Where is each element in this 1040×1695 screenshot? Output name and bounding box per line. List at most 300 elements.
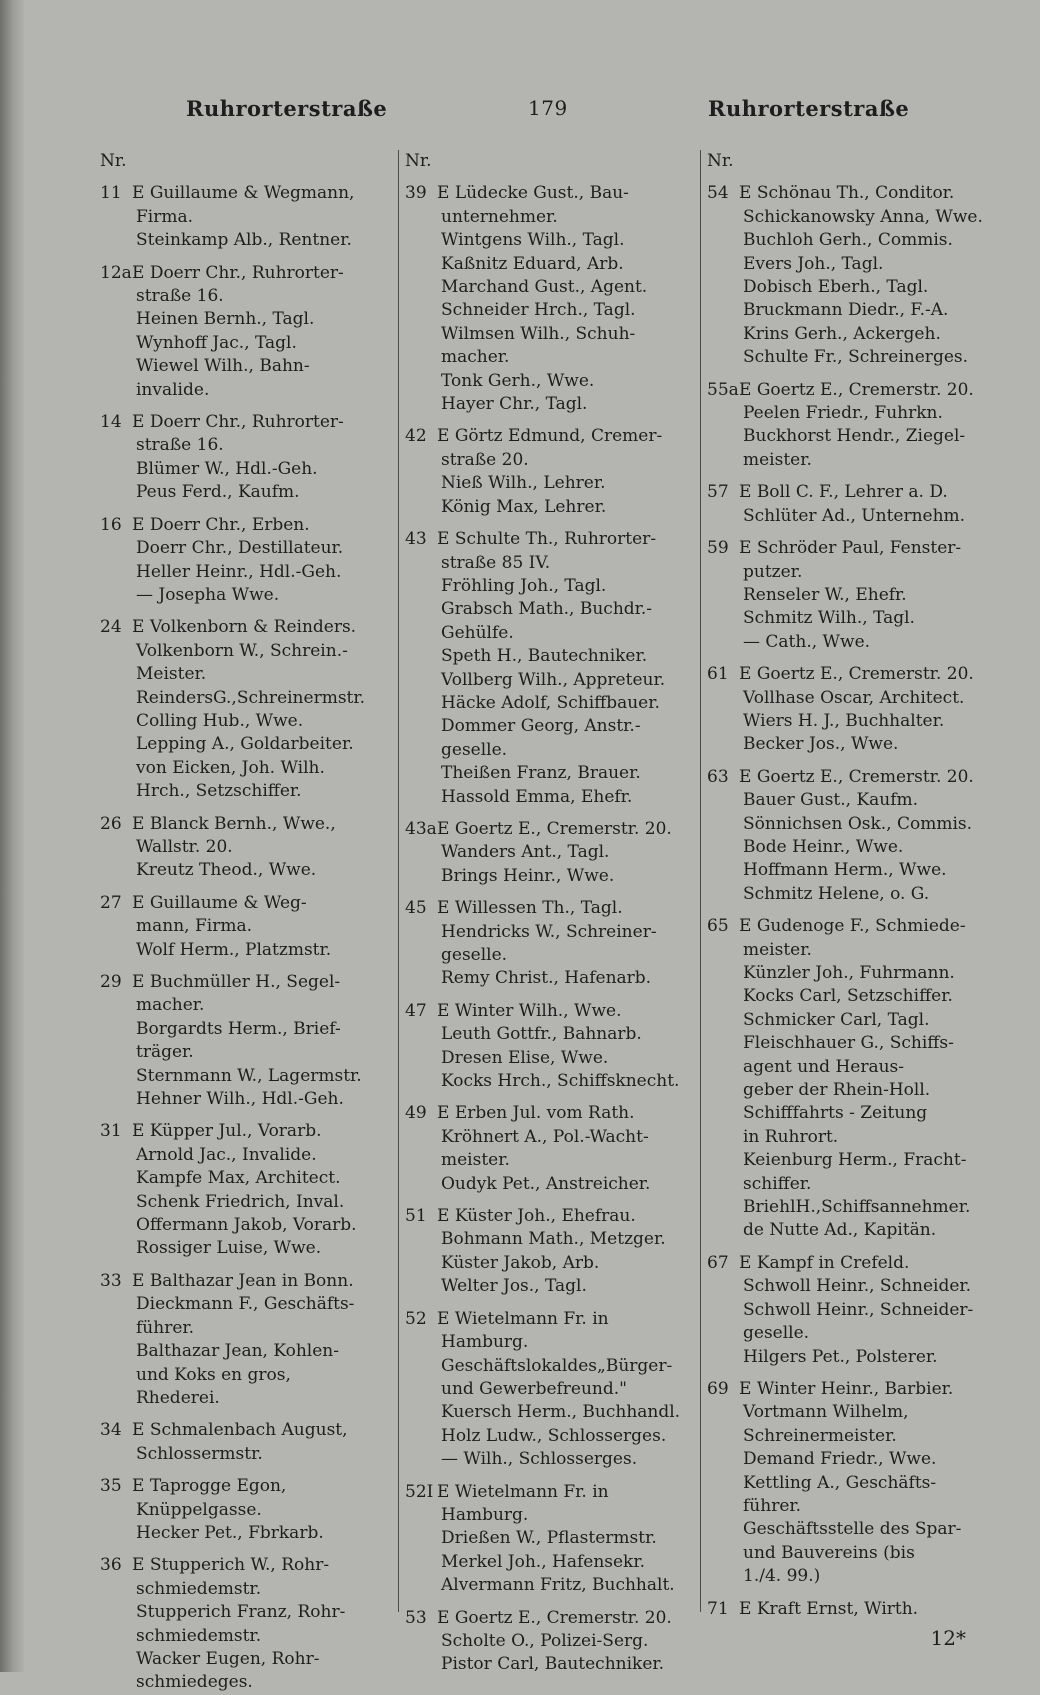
entry-text: Tonk Gerh., Wwe. bbox=[441, 370, 595, 391]
resident-entry bbox=[100, 733, 392, 756]
entry-text: Rossiger Luise, Wwe. bbox=[136, 1238, 322, 1259]
entry-text: meister. bbox=[441, 1150, 510, 1171]
house-number-entry bbox=[405, 1481, 697, 1504]
resident-entry bbox=[707, 1149, 999, 1172]
resident-entry bbox=[405, 299, 697, 322]
entry-text: geber der Rhein-Holl. bbox=[743, 1080, 931, 1101]
resident-entry bbox=[707, 631, 999, 654]
entry-text: Keienburg Herm., Fracht- bbox=[743, 1150, 967, 1171]
resident-entry bbox=[707, 584, 999, 607]
resident-entry bbox=[707, 425, 999, 448]
entry-text: E Doerr Chr., Erben. bbox=[132, 514, 310, 535]
entry-text: Renseler W., Ehefr. bbox=[743, 584, 907, 605]
entry-text: Marchand Gust., Agent. bbox=[441, 277, 648, 298]
entry-text: E Guillaume & Wegmann, bbox=[132, 183, 355, 204]
entry-text: Geschäftslokaldes„Bürger- bbox=[441, 1355, 673, 1376]
entry-text: E Willessen Th., Tagl. bbox=[437, 898, 623, 919]
resident-entry bbox=[707, 323, 999, 346]
entry-text: Demand Friedr., Wwe. bbox=[743, 1449, 937, 1470]
entry-text: E Schröder Paul, Fenster- bbox=[739, 538, 962, 559]
resident-entry bbox=[405, 865, 697, 888]
resident-entry bbox=[100, 332, 392, 355]
house-number: 26 bbox=[100, 813, 122, 834]
directory-column-3 bbox=[707, 150, 999, 1621]
resident-entry bbox=[707, 346, 999, 369]
entry-continuation bbox=[405, 1378, 697, 1401]
entry-text: Kampfe Max, Architect. bbox=[136, 1168, 341, 1189]
entry-text: Steinkamp Alb., Rentner. bbox=[136, 230, 352, 251]
entry-text: Bohmann Math., Metzger. bbox=[441, 1229, 666, 1250]
running-head-left: Ruhrorterstraße bbox=[186, 96, 388, 121]
entry-text: putzer. bbox=[743, 561, 803, 582]
resident-entry bbox=[707, 505, 999, 528]
entry-text: und Koks en gros, bbox=[136, 1364, 291, 1385]
entry-text: — Josepha Wwe. bbox=[136, 584, 280, 605]
entry-text: Blümer W., Hdl.-Geh. bbox=[136, 458, 318, 479]
entry-text: von Eicken, Joh. Wilh. bbox=[136, 757, 325, 778]
resident-entry bbox=[707, 687, 999, 710]
resident-entry bbox=[707, 883, 999, 906]
house-number-entry bbox=[405, 182, 697, 205]
entry-text: Schwoll Heinr., Schneider. bbox=[743, 1276, 972, 1297]
entry-text: Sönnichsen Osk., Commis. bbox=[743, 813, 973, 834]
house-number: 42 bbox=[405, 426, 427, 447]
directory-column-1 bbox=[100, 150, 392, 1695]
entry-text: König Max, Lehrer. bbox=[441, 496, 607, 517]
resident-entry bbox=[405, 715, 697, 738]
entry-continuation bbox=[100, 1671, 392, 1694]
entry-text: Meister. bbox=[136, 664, 207, 685]
resident-entry bbox=[405, 1252, 697, 1275]
entry-text: mann, Firma. bbox=[136, 916, 252, 937]
house-number: 54 bbox=[707, 183, 729, 204]
entry-text: ReindersG.,Schreinermstr. bbox=[136, 687, 366, 708]
house-number: 47 bbox=[405, 1000, 427, 1021]
entry-continuation bbox=[100, 915, 392, 938]
resident-entry bbox=[100, 1167, 392, 1190]
entry-text: Bruckmann Diedr., F.-A. bbox=[743, 300, 949, 321]
resident-entry bbox=[707, 1518, 999, 1541]
entry-text: agent und Heraus- bbox=[743, 1056, 905, 1077]
entry-continuation bbox=[405, 622, 697, 645]
entry-continuation bbox=[405, 944, 697, 967]
resident-entry bbox=[707, 985, 999, 1008]
entry-text: Volkenborn W., Schrein.- bbox=[136, 640, 348, 661]
entry-text: E Doerr Chr., Ruhrorter- bbox=[132, 262, 344, 283]
entry-text: Stupperich Franz, Rohr- bbox=[136, 1602, 346, 1623]
entry-text: Oudyk Pet., Anstreicher. bbox=[441, 1173, 651, 1194]
resident-entry bbox=[707, 1219, 999, 1242]
resident-entry bbox=[405, 1630, 697, 1653]
entry-continuation bbox=[100, 1364, 392, 1387]
resident-entry bbox=[707, 402, 999, 425]
entry-text: Wiers H. J., Buchhalter. bbox=[743, 710, 945, 731]
entry-text: Becker Jos., Wwe. bbox=[743, 734, 899, 755]
entry-text: E Taprogge Egon, bbox=[132, 1476, 287, 1497]
entry-text: Pistor Carl, Bautechniker. bbox=[441, 1654, 665, 1675]
resident-entry bbox=[707, 859, 999, 882]
house-number: 27 bbox=[100, 892, 122, 913]
entry-text: Dommer Georg, Anstr.- bbox=[441, 716, 641, 737]
resident-entry bbox=[405, 1173, 697, 1196]
house-number-entry bbox=[405, 818, 697, 841]
resident-entry bbox=[100, 584, 392, 607]
entry-text: Schifffahrts - Zeitung bbox=[743, 1103, 928, 1124]
entry-text: Hamburg. bbox=[441, 1332, 529, 1353]
house-number: 24 bbox=[100, 617, 122, 638]
entry-continuation bbox=[707, 1056, 999, 1079]
resident-entry bbox=[405, 786, 697, 809]
resident-entry bbox=[405, 370, 697, 393]
entry-text: geselle. bbox=[743, 1323, 810, 1344]
entry-text: Geschäftsstelle des Spar- bbox=[743, 1519, 962, 1540]
house-number-entry bbox=[707, 1252, 999, 1275]
entry-text: Firma. bbox=[136, 206, 194, 227]
resident-entry bbox=[405, 1355, 697, 1378]
resident-entry bbox=[100, 1088, 392, 1111]
entry-continuation bbox=[707, 1079, 999, 1102]
entry-text: Wiewel Wilh., Bahn- bbox=[136, 356, 310, 377]
entry-text: Grabsch Math., Buchdr.- bbox=[441, 599, 653, 620]
resident-entry bbox=[405, 1228, 697, 1251]
entry-text: Wilmsen Wilh., Schuh- bbox=[441, 323, 636, 344]
house-number-entry bbox=[405, 528, 697, 551]
house-number-entry bbox=[405, 1102, 697, 1125]
entry-text: E Boll C. F., Lehrer a. D. bbox=[739, 482, 948, 503]
entry-text: Heinen Bernh., Tagl. bbox=[136, 309, 315, 330]
entry-text: E Erben Jul. vom Rath. bbox=[437, 1103, 635, 1124]
entry-continuation bbox=[100, 1041, 392, 1064]
resident-entry bbox=[405, 1401, 697, 1424]
resident-entry bbox=[405, 1574, 697, 1597]
entry-text: E Lüdecke Gust., Bau- bbox=[437, 183, 629, 204]
resident-entry bbox=[707, 1472, 999, 1495]
house-number: 29 bbox=[100, 972, 122, 992]
resident-entry bbox=[100, 1214, 392, 1237]
entry-text: Bode Heinr., Wwe. bbox=[743, 836, 904, 857]
house-number-entry bbox=[405, 1000, 697, 1023]
entry-text: E Wietelmann Fr. in bbox=[437, 1308, 609, 1329]
house-number: 59 bbox=[707, 538, 729, 559]
entry-text: de Nutte Ad., Kapitän. bbox=[743, 1220, 937, 1241]
entry-text: und Gewerbefreund." bbox=[441, 1378, 627, 1399]
house-number-entry bbox=[100, 182, 392, 205]
entry-text: E Volkenborn & Reinders. bbox=[132, 617, 357, 638]
entry-continuation bbox=[100, 1578, 392, 1601]
house-number: 34 bbox=[100, 1420, 122, 1441]
entry-text: Theißen Franz, Brauer. bbox=[441, 763, 641, 784]
entry-text: Schneider Hrch., Tagl. bbox=[441, 300, 636, 321]
entry-text: Drießen W., Pflastermstr. bbox=[441, 1528, 657, 1549]
entry-text: Knüppelgasse. bbox=[136, 1499, 262, 1520]
resident-entry bbox=[405, 1047, 697, 1070]
resident-entry bbox=[707, 789, 999, 812]
entry-text: Wolf Herm., Platzmstr. bbox=[136, 939, 332, 960]
entry-text: schmiedeges. bbox=[136, 1672, 253, 1693]
entry-text: Wallstr. 20. bbox=[136, 836, 233, 857]
nr-label: Nr. bbox=[100, 151, 127, 171]
house-number: 31 bbox=[100, 1121, 122, 1142]
entry-text: Hayer Chr., Tagl. bbox=[441, 394, 588, 415]
entry-text: Schmitz Helene, o. G. bbox=[743, 883, 930, 904]
entry-continuation bbox=[405, 1331, 697, 1354]
running-head-right: Ruhrorterstraße bbox=[708, 96, 910, 121]
house-number-entry bbox=[100, 813, 392, 836]
house-number: 14 bbox=[100, 412, 122, 433]
entry-text: E Wietelmann Fr. in bbox=[437, 1481, 609, 1502]
entry-text: E Görtz Edmund, Cremer- bbox=[437, 426, 663, 447]
entry-continuation bbox=[100, 1317, 392, 1340]
entry-text: Hamburg. bbox=[441, 1504, 529, 1525]
entry-text: Heller Heinr., Hdl.-Geh. bbox=[136, 561, 342, 582]
entry-text: Borgardts Herm., Brief- bbox=[136, 1018, 341, 1039]
house-number: 63 bbox=[707, 766, 729, 787]
entry-continuation bbox=[405, 206, 697, 229]
entry-text: schmiedemstr. bbox=[136, 1625, 262, 1646]
entry-text: Dieckmann F., Geschäfts- bbox=[136, 1294, 355, 1315]
nr-label: Nr. bbox=[707, 151, 734, 171]
entry-text: Hassold Emma, Ehefr. bbox=[441, 786, 633, 807]
resident-entry bbox=[100, 537, 392, 560]
house-number-entry bbox=[707, 915, 999, 938]
resident-entry bbox=[100, 710, 392, 733]
house-number-entry bbox=[707, 182, 999, 205]
entry-continuation bbox=[405, 1149, 697, 1172]
entry-text: Fleischhauer G., Schiffs- bbox=[743, 1033, 954, 1054]
resident-entry bbox=[707, 1009, 999, 1032]
resident-entry bbox=[707, 607, 999, 630]
house-number: 11 bbox=[100, 183, 122, 204]
resident-entry bbox=[100, 1293, 392, 1316]
entry-text: Künzler Joh., Fuhrmann. bbox=[743, 963, 955, 983]
resident-entry bbox=[405, 496, 697, 519]
house-number-entry bbox=[707, 663, 999, 686]
entry-text: Vortmann Wilhelm, bbox=[743, 1402, 909, 1423]
entry-continuation bbox=[100, 1443, 392, 1466]
entry-text: BriehlH.,Schiffsannehmer. bbox=[743, 1197, 971, 1218]
house-number: 35 bbox=[100, 1476, 122, 1497]
resident-entry bbox=[100, 1065, 392, 1088]
entry-text: E Winter Wilh., Wwe. bbox=[437, 1000, 622, 1021]
entry-text: E Goertz E., Cremerstr. 20. bbox=[739, 766, 974, 787]
entry-text: Hilgers Pet., Polsterer. bbox=[743, 1346, 938, 1367]
house-number: 52 bbox=[405, 1308, 427, 1329]
house-number-entry bbox=[707, 537, 999, 560]
entry-continuation bbox=[707, 1102, 999, 1125]
printer-signature: 12* bbox=[930, 1626, 966, 1650]
house-number: 49 bbox=[405, 1103, 427, 1124]
house-number-entry bbox=[100, 1475, 392, 1498]
entry-continuation bbox=[100, 1499, 392, 1522]
resident-entry bbox=[405, 645, 697, 668]
resident-entry bbox=[707, 1275, 999, 1298]
entry-text: Bauer Gust., Kaufm. bbox=[743, 790, 919, 811]
house-number: 53 bbox=[405, 1607, 427, 1628]
entry-text: E Buchmüller H., Segel- bbox=[132, 972, 341, 992]
entry-continuation bbox=[405, 1504, 697, 1527]
entry-text: Rhederei. bbox=[136, 1387, 220, 1408]
entry-text: Remy Christ., Hafenarb. bbox=[441, 968, 652, 989]
entry-continuation bbox=[707, 1542, 999, 1565]
entry-text: straße 85 IV. bbox=[441, 552, 551, 573]
entry-continuation bbox=[707, 1322, 999, 1345]
resident-entry bbox=[405, 967, 697, 990]
entry-text: führer. bbox=[743, 1495, 802, 1516]
entry-text: Kreutz Theod., Wwe. bbox=[136, 860, 317, 881]
entry-text: Kocks Carl, Setzschiffer. bbox=[743, 986, 953, 1007]
entry-text: Arnold Jac., Invalide. bbox=[136, 1144, 317, 1165]
resident-entry bbox=[405, 1551, 697, 1574]
resident-entry bbox=[100, 757, 392, 780]
column-rule bbox=[398, 150, 399, 1612]
directory-column-2 bbox=[405, 150, 697, 1677]
entry-continuation bbox=[405, 449, 697, 472]
entry-continuation bbox=[707, 939, 999, 962]
entry-text: meister. bbox=[743, 449, 812, 470]
house-number-entry bbox=[707, 379, 999, 402]
resident-entry bbox=[707, 813, 999, 836]
entry-text: 1./4. 99.) bbox=[743, 1566, 821, 1587]
resident-entry bbox=[405, 1275, 697, 1298]
house-number-entry bbox=[100, 262, 392, 285]
entry-text: Wynhoff Jac., Tagl. bbox=[136, 332, 297, 353]
resident-entry bbox=[100, 640, 392, 663]
entry-text: Merkel Joh., Hafensekr. bbox=[441, 1551, 646, 1572]
resident-entry bbox=[707, 1448, 999, 1471]
resident-entry bbox=[405, 1653, 697, 1676]
entry-text: Speth H., Bautechniker. bbox=[441, 646, 648, 667]
entry-text: Doerr Chr., Destillateur. bbox=[136, 538, 344, 559]
entry-text: geselle. bbox=[441, 945, 508, 965]
house-number: 43a bbox=[405, 818, 437, 839]
book-binding-edge bbox=[0, 0, 24, 1672]
house-number-entry bbox=[707, 481, 999, 504]
entry-text: meister. bbox=[743, 939, 812, 960]
entry-text: E Schulte Th., Ruhrorter- bbox=[437, 529, 657, 550]
entry-text: Häcke Adolf, Schiffbauer. bbox=[441, 692, 660, 713]
entry-text: straße 16. bbox=[136, 435, 224, 456]
resident-entry bbox=[100, 1648, 392, 1671]
entry-text: invalide. bbox=[136, 379, 210, 400]
house-number: 43 bbox=[405, 529, 427, 550]
entry-text: Kaßnitz Eduard, Arb. bbox=[441, 253, 624, 274]
entry-text: Schulte Fr., Schreinerges. bbox=[743, 347, 969, 368]
house-number-entry bbox=[405, 1308, 697, 1331]
resident-entry bbox=[707, 733, 999, 756]
entry-text: Evers Joh., Tagl. bbox=[743, 253, 884, 274]
entry-text: Wanders Ant., Tagl. bbox=[441, 842, 610, 863]
entry-text: Vollberg Wilh., Appreteur. bbox=[441, 669, 666, 690]
entry-text: macher. bbox=[136, 995, 205, 1016]
resident-entry bbox=[707, 253, 999, 276]
resident-entry bbox=[100, 308, 392, 331]
entry-text: Küster Jakob, Arb. bbox=[441, 1252, 600, 1273]
entry-text: Kettling A., Geschäfts- bbox=[743, 1472, 937, 1493]
entry-text: E Balthazar Jean in Bonn. bbox=[132, 1270, 354, 1291]
house-number-entry bbox=[100, 1419, 392, 1442]
house-number-entry bbox=[707, 1598, 999, 1621]
house-number: 57 bbox=[707, 482, 729, 503]
entry-text: E Schmalenbach August, bbox=[132, 1420, 348, 1441]
entry-text: Schickanowsky Anna, Wwe. bbox=[743, 206, 983, 227]
house-number-entry bbox=[100, 411, 392, 434]
resident-entry bbox=[707, 276, 999, 299]
resident-entry bbox=[707, 229, 999, 252]
house-number-entry bbox=[100, 616, 392, 639]
entry-text: Schlossermstr. bbox=[136, 1443, 263, 1464]
resident-entry bbox=[405, 692, 697, 715]
resident-entry bbox=[405, 276, 697, 299]
house-number-entry bbox=[405, 897, 697, 920]
house-number: 61 bbox=[707, 664, 729, 685]
resident-entry bbox=[405, 1070, 697, 1093]
house-number: 67 bbox=[707, 1252, 729, 1273]
resident-entry bbox=[100, 355, 392, 378]
resident-entry bbox=[405, 762, 697, 785]
entry-text: Buchloh Gerh., Commis. bbox=[743, 230, 953, 251]
entry-text: Krins Gerh., Ackergeh. bbox=[743, 323, 941, 344]
entry-text: E Küster Joh., Ehefrau. bbox=[437, 1206, 636, 1227]
entry-text: Kröhnert A., Pol.-Wacht- bbox=[441, 1126, 649, 1147]
entry-text: Schreinermeister. bbox=[743, 1425, 897, 1446]
entry-text: Scholte O., Polizei-Serg. bbox=[441, 1630, 649, 1651]
entry-continuation bbox=[707, 1173, 999, 1196]
entry-text: macher. bbox=[441, 347, 510, 368]
entry-text: E Kraft Ernst, Wirth. bbox=[739, 1598, 919, 1619]
resident-entry bbox=[707, 1299, 999, 1322]
house-number-entry bbox=[405, 425, 697, 448]
house-number-entry bbox=[405, 1205, 697, 1228]
entry-text: E Küpper Jul., Vorarb. bbox=[132, 1121, 322, 1142]
house-number-entry bbox=[707, 1378, 999, 1401]
entry-text: Schmicker Carl, Tagl. bbox=[743, 1009, 930, 1030]
house-number-entry bbox=[100, 1120, 392, 1143]
entry-continuation bbox=[707, 1495, 999, 1518]
entry-text: schmiedemstr. bbox=[136, 1578, 262, 1599]
entry-text: Dresen Elise, Wwe. bbox=[441, 1047, 609, 1068]
entry-text: Peelen Friedr., Fuhrkn. bbox=[743, 403, 943, 424]
resident-entry bbox=[707, 1346, 999, 1369]
entry-text: Schwoll Heinr., Schneider- bbox=[743, 1299, 974, 1320]
entry-text: Sternmann W., Lagermstr. bbox=[136, 1065, 362, 1086]
entry-text: in Ruhrort. bbox=[743, 1126, 839, 1147]
resident-entry bbox=[707, 836, 999, 859]
entry-text: Colling Hub., Wwe. bbox=[136, 710, 304, 731]
entry-text: E Schönau Th., Conditor. bbox=[739, 183, 955, 204]
entry-text: Welter Jos., Tagl. bbox=[441, 1276, 587, 1297]
house-number: 16 bbox=[100, 514, 122, 535]
resident-entry bbox=[100, 1522, 392, 1545]
resident-entry bbox=[100, 1237, 392, 1260]
resident-entry bbox=[100, 687, 392, 710]
entry-text: Fröhling Joh., Tagl. bbox=[441, 575, 607, 596]
entry-text: Hecker Pet., Fbrkarb. bbox=[136, 1522, 324, 1543]
resident-entry bbox=[405, 1126, 697, 1149]
entry-text: Peus Ferd., Kaufm. bbox=[136, 482, 300, 503]
resident-entry bbox=[100, 561, 392, 584]
entry-continuation bbox=[405, 552, 697, 575]
entry-continuation bbox=[100, 379, 392, 402]
house-number-entry bbox=[100, 1554, 392, 1577]
entry-text: E Doerr Chr., Ruhrorter- bbox=[132, 412, 344, 433]
resident-entry bbox=[707, 1032, 999, 1055]
house-number-entry bbox=[707, 766, 999, 789]
entry-text: Kocks Hrch., Schiffsknecht. bbox=[441, 1071, 680, 1092]
entry-continuation bbox=[707, 1126, 999, 1149]
entry-text: E Goertz E., Cremerstr. 20. bbox=[437, 818, 672, 839]
entry-text: Buckhorst Hendr., Ziegel- bbox=[743, 426, 966, 447]
entry-text: Brings Heinr., Wwe. bbox=[441, 865, 615, 886]
